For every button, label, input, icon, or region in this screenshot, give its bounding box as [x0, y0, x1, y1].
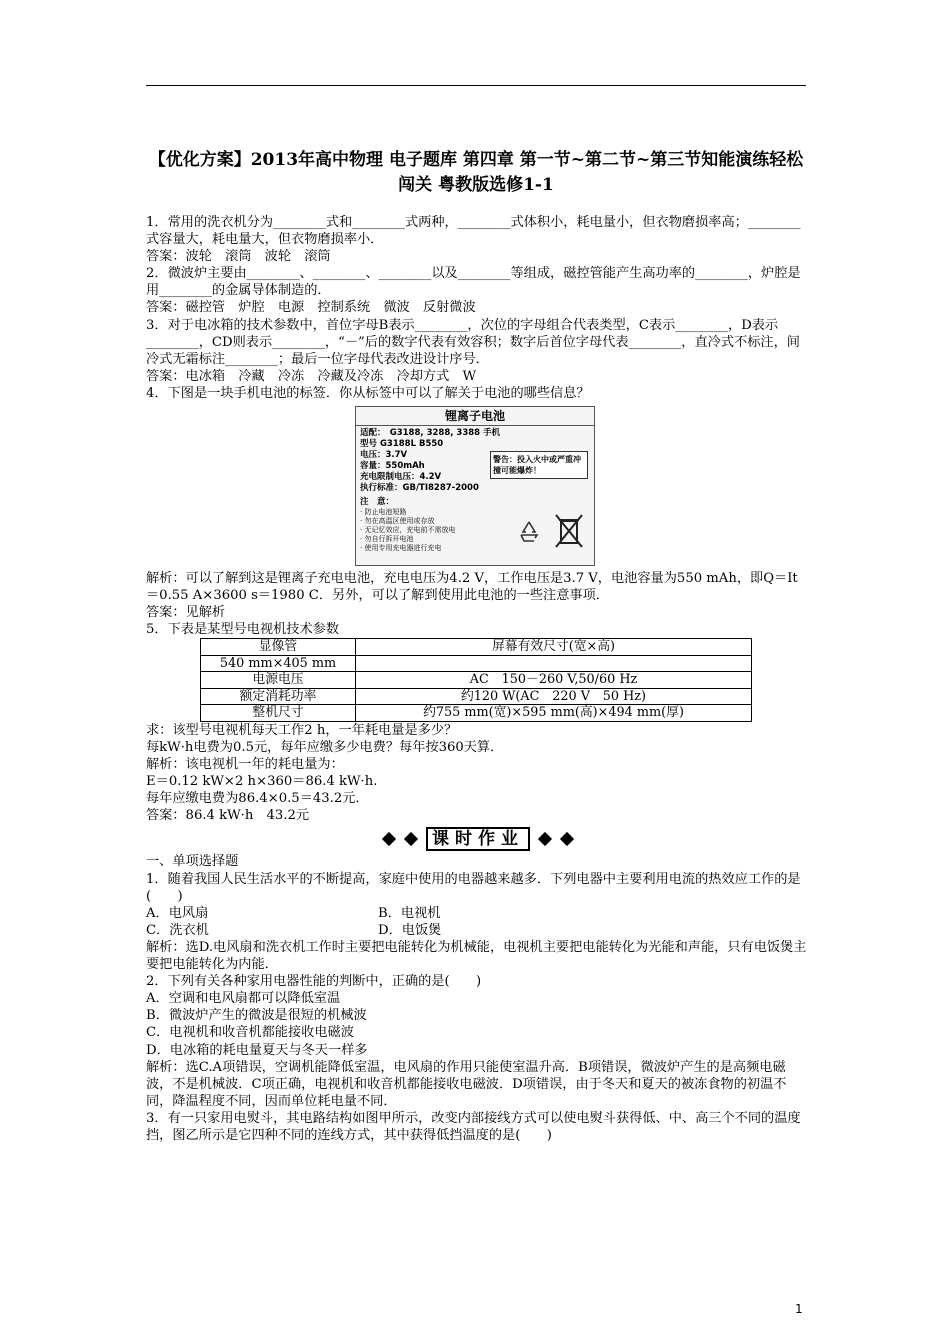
table-cell: 约120 W(AC 220 V 50 Hz) — [356, 688, 752, 705]
answer-2: 答案：磁控管 炉腔 电源 控制系统 微波 反射微波 — [146, 300, 476, 316]
label-spec-line: 适配： G3188, 3288, 3388 手机 — [360, 428, 501, 439]
option-c: C．电视机和收音机都能接收电磁波 — [146, 1025, 354, 1041]
homework-banner — [146, 827, 810, 849]
table-cell — [356, 655, 752, 672]
label-spec-line: 充电限制电压：4.2V — [360, 472, 442, 483]
label-spec-line: 型号 G3188L B550 — [360, 439, 444, 450]
question-1: 1．常用的洗衣机分为________式和________式两种，________式体积小，耗电量小，但衣物磨损率高；________式容量大，耗电量大，但衣物磨损率小． — [146, 215, 801, 248]
table-row — [201, 705, 752, 722]
table-cell: 整机尺寸 — [201, 705, 356, 722]
analysis-5: 每年应缴电费为86.4×0.5＝43.2元． — [146, 791, 369, 807]
table-row — [201, 655, 752, 672]
option-row — [146, 905, 810, 922]
question-5-ask: 求：该型号电视机每天工作2 h，一年耗电量是多少？ — [146, 722, 458, 738]
question-5-ask: 每kW·h电费为0.5元，每年应缴多少电费？每年按360天算． — [146, 740, 504, 755]
table-cell: 额定消耗功率 — [201, 688, 356, 705]
mc-analysis-2: 解析：选C.A项错误，空调机能降低室温，电风扇的作用只能使室温升高．B项错误，微波炉产生的是高频电磁波，不是机械波．C项正确，电视机和收音机都能接收电磁波．D项错误，由于冬天和夏天的被冻食物的初温不同，降温程度不同，因而单位耗电量不同． — [146, 1059, 787, 1109]
question-3: 3．对于电冰箱的技术参数中，首位字母B表示________，次位的字母组合代表类型，C表示________，D表示________，CD则表示________，“－”后的数字代表有效容积；数字后首位字母代表________，直冷式不标注，间冷式无霜标注________；最后一位字母代表改进设计序号． — [146, 317, 800, 367]
diamond-icon — [404, 832, 418, 846]
diamond-icon — [538, 832, 552, 846]
mc-analysis-1: 解析：选D.电风扇和洗衣机工作时主要把电能转化为机械能，电视机主要把电能转化为光能和声能，只有电饭煲主要把电能转化为内能． — [146, 939, 807, 973]
document-body — [146, 214, 810, 1144]
label-note: · 防止电池短路 — [360, 508, 407, 517]
page-title: 【优化方案】2013年高中物理 电子题库 第四章 第一节~第二节~第三节知能演练轻松闯关 粤教版选修1-1 — [148, 150, 804, 195]
battery-label-figure — [355, 406, 595, 566]
option-d: D．电饭煲 — [378, 922, 442, 938]
question-4: 4．下图是一块手机电池的标签．你从标签中可以了解关于电池的哪些信息？ — [146, 385, 590, 401]
question-2: 2．微波炉主要由________、________、________以及________等组成，磁控管能产生高功率的________，炉腔是用________的金属导体制造的． — [146, 266, 801, 299]
label-spec-line: 执行标准：GB/TI8287-2000 — [360, 483, 479, 494]
option-c: C．洗衣机 — [146, 922, 209, 938]
option-b: B．电视机 — [378, 905, 441, 921]
table-cell: 屏幕有效尺寸(宽×高) — [356, 639, 752, 656]
banner-title: 课时作业 — [426, 827, 530, 851]
battery-label-title: 锂离子电池 — [444, 409, 505, 424]
option-a: A．空调和电风扇都可以降低室温 — [146, 991, 341, 1007]
crossed-bin-icon — [554, 513, 584, 549]
table-row — [201, 688, 752, 705]
answer-1: 答案：波轮 滚筒 波轮 滚筒 — [146, 249, 331, 265]
diamond-icon — [382, 832, 396, 846]
option-row — [146, 922, 810, 939]
mc-question-2: 2．下列有关各种家用电器性能的判断中，正确的是( ) — [146, 974, 482, 990]
tv-spec-table — [200, 638, 752, 722]
table-cell: 约755 mm(宽)×595 mm(高)×494 mm(厚) — [356, 705, 752, 722]
table-row — [201, 639, 752, 656]
table-row — [201, 672, 752, 689]
question-5: 5．下表是某型号电视机技术参数 — [146, 622, 340, 638]
page-number: 1 — [795, 1302, 803, 1316]
answer-5: 答案：86.4 kW·h 43.2元 — [146, 808, 310, 824]
table-cell: AC 150－260 V,50/60 Hz — [356, 672, 752, 689]
recycle-icon — [516, 519, 542, 545]
label-spec-line: 容量：550mAh — [360, 461, 425, 472]
option-a: A．电风扇 — [146, 905, 209, 921]
answer-3: 答案：电冰箱 冷藏 冷冻 冷藏及冷冻 冷却方式 W — [146, 368, 477, 384]
analysis-5: 解析：该电视机一年的耗电量为： — [146, 757, 344, 773]
label-note: · 使用专用充电器进行充电 — [360, 544, 442, 553]
section-heading: 一、单项选择题 — [146, 854, 239, 870]
header-rule — [146, 85, 806, 86]
option-d: D．电冰箱的耗电量夏天与冬天一样多 — [146, 1042, 368, 1058]
label-warning-box: 警告：投入火中或严重冲撞可能爆炸！ — [490, 451, 588, 479]
table-cell: 显像管 — [201, 639, 356, 656]
analysis-5: E＝0.12 kW×2 h×360＝86.4 kW·h. — [146, 774, 378, 790]
diamond-icon — [560, 832, 574, 846]
label-divider — [356, 425, 594, 426]
label-note: · 无记忆效应，充电前不需放电 — [360, 526, 456, 535]
mc-question-3: 3．有一只家用电熨斗，其电路结构如图甲所示，改变内部接线方式可以使电熨斗获得低、中、高三个不同的温度挡，图乙所示是它四种不同的连线方式，其中获得低挡温度的是( ) — [146, 1110, 801, 1143]
analysis-4: 解析：可以了解到这是锂离子充电电池，充电电压为4.2 V，工作电压是3.7 V，电池容量为550 mAh，即Q＝It＝0.55 A×3600 s＝1980 C．另外，可以了解到使用此电池的一些注意事项． — [146, 571, 798, 604]
table-cell: 540 mm×405 mm — [201, 655, 356, 672]
label-notes-title: 注 意： — [360, 497, 395, 508]
option-b: B．微波炉产生的微波是很短的机械波 — [146, 1008, 367, 1024]
label-note: · 勿在高温区使用或存放 — [360, 517, 435, 526]
label-spec-line: 电压：3.7V — [360, 450, 408, 461]
answer-4: 答案：见解析 — [146, 605, 226, 621]
table-cell: 电源电压 — [201, 672, 356, 689]
mc-question-1: 1．随着我国人民生活水平的不断提高，家庭中使用的电器越来越多．下列电器中主要利用电流的热效应工作的是( ) — [146, 871, 801, 904]
label-note: · 勿自行拆开电池 — [360, 535, 414, 544]
